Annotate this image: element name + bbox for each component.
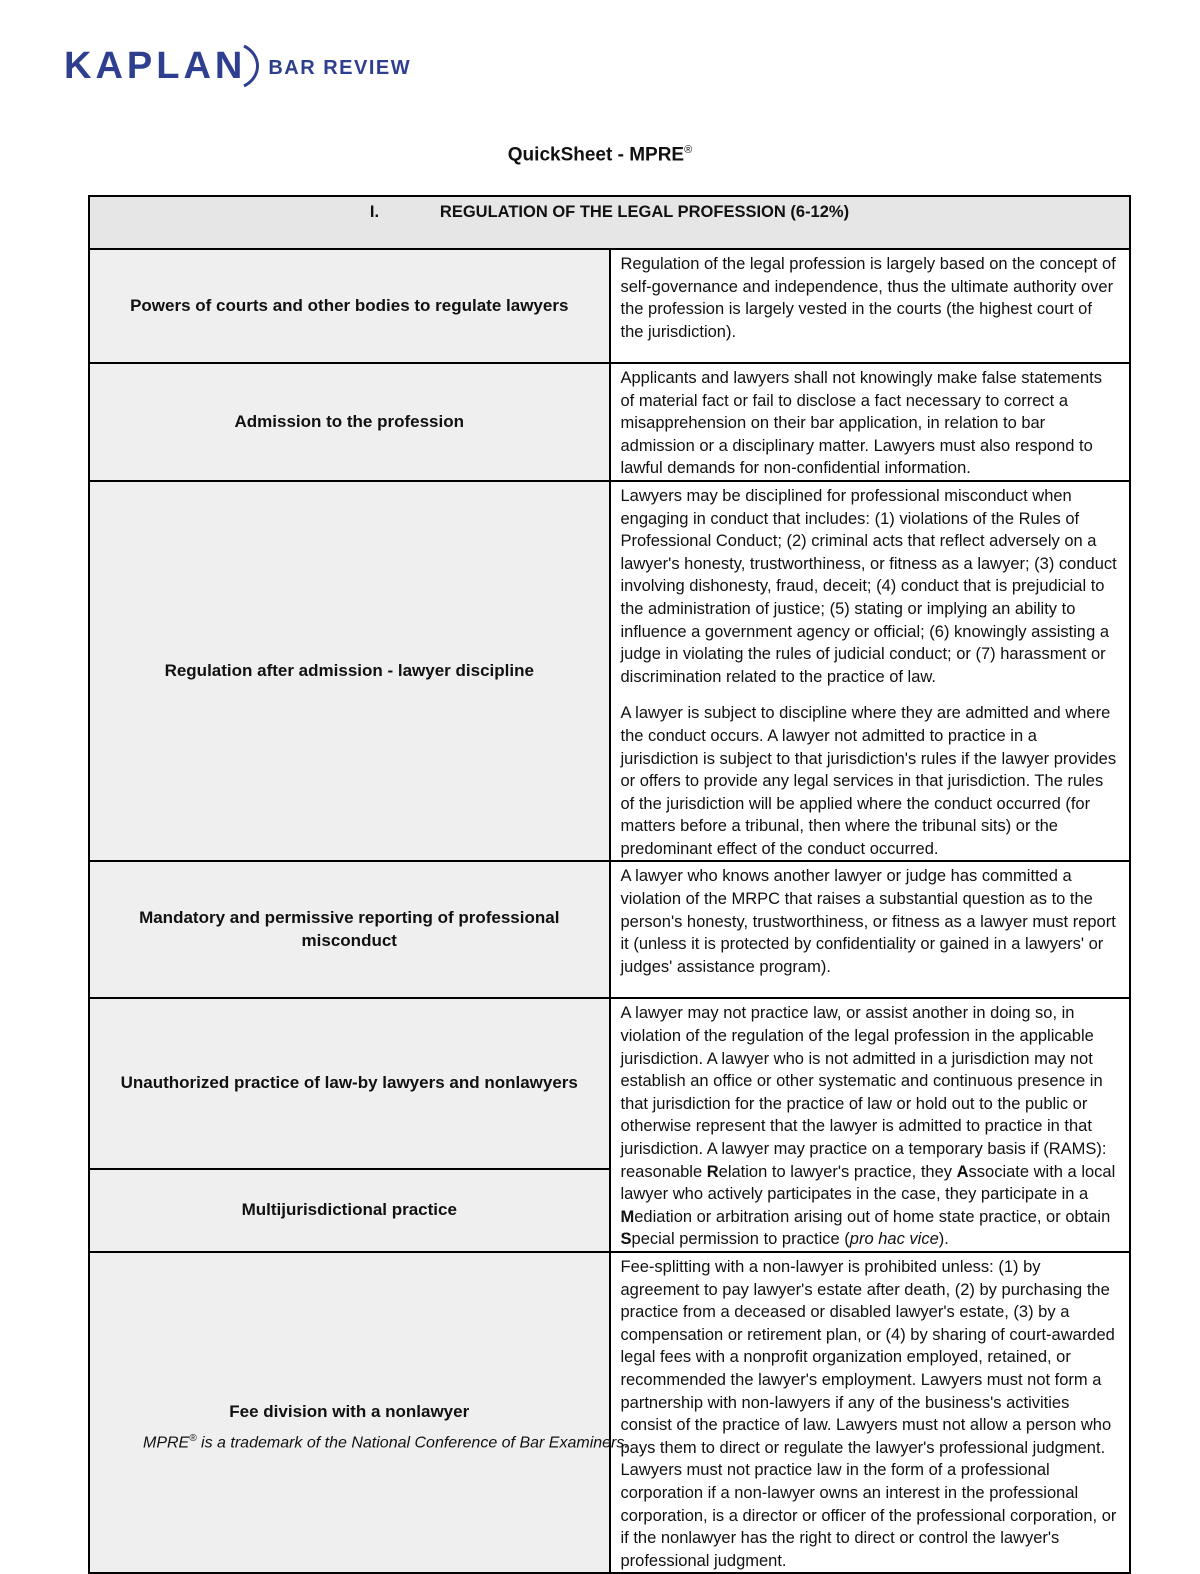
mnemonic-letter: R [706,1162,719,1181]
text-run: ). [938,1230,949,1249]
row-label: Powers of courts and other bodies to regulate lawyers [89,249,610,363]
row-text [610,481,1131,862]
row-text [610,861,1131,998]
row-label: Mandatory and permissive reporting of professional misconduct [89,861,610,998]
logo-subtitle: BAR REVIEW [268,56,412,79]
row-label: Unauthorized practice of law-by lawyers and nonlawyers [89,998,610,1168]
registered-mark: ® [684,144,693,156]
section-title: REGULATION OF THE LEGAL PROFESSION (6-12%) [439,203,850,221]
table-row [89,1252,1130,1573]
italic-term: pro hac vice [849,1230,939,1249]
kaplan-logo [64,36,411,96]
text-run: ediation or arbitration arising out of home state practice, or obtain [634,1207,1111,1226]
row-text [610,1252,1131,1573]
mnemonic-letter: S [620,1230,632,1249]
footnote-mark: ® [189,1433,197,1444]
row-paragraph [621,1002,1120,1251]
quicksheet-table [88,195,1131,1574]
section-header [89,196,1130,249]
row-text [610,998,1131,1252]
table-row [89,861,1130,998]
text-run: pecial permission to practice ( [631,1230,850,1249]
row-label: Multijurisdictional practice [89,1169,610,1252]
footnote-lead: MPRE [143,1434,190,1452]
logo-brand: KAPLAN [64,44,247,87]
row-label: Fee division with a nonlawyer [89,1252,610,1573]
row-paragraph: Lawyers may be disciplined for professional misconduct when engaging in conduct that includes: (1) violations of the Rules of Professional Conduct; (2) criminal acts that reflect adversely on a lawyer's honesty, trustworthiness, or fitness as a lawyer; (3) conduct involving dishonesty, fraud, deceit; (4) conduct that is prejudicial to the administration of justice; (5) stating or implying an ability to influence a government agency or official; (6) knowingly assisting a judge in violating the rules of judicial conduct; or (7) harassment or discrimination related to the practice of law. [620,486,1117,686]
mnemonic-letter: A [956,1162,969,1181]
row-paragraph: A lawyer is subject to discipline where they are admitted and where the conduct occurs. A lawyer not admitted to practice in a jurisdiction is subject to that jurisdiction's rules if the lawyer provides or offers to provide any legal services in that jurisdiction. The rules of the jurisdiction will be applied where the conduct occurred (for matters before a tribunal, then where the tribunal sits) or the predominant effect of the conduct occurred. [620,704,1117,858]
row-label: Regulation after admission - lawyer discipline [89,481,610,862]
page-title [0,144,1200,166]
section-number: I. [369,203,380,221]
row-paragraph: A lawyer who knows another lawyer or judge has committed a violation of the MRPC that raises a substantial question as to the person's honesty, trustworthiness, or fitness as a lawyer must report it (unless it is protected by confidentiality or gained in a lawyers' or judges' assistance program). [620,867,1116,976]
row-text [610,363,1131,481]
table-row [89,249,1130,363]
title-text: QuickSheet - MPRE [507,144,685,166]
mnemonic-letter: M [620,1207,635,1226]
logo-arc-icon [240,43,262,89]
row-paragraph: Fee-splitting with a non-lawyer is prohibited unless: (1) by agreement to pay lawyer's estate after death, (2) by purchasing the practice from a deceased or disabled lawyer's estate, (3) by a compensation or retirement plan, or (4) by sharing of court-awarded legal fees with a nonprofit organization employed, retained, or recommended the lawyer's employment. Lawyers must not form a partnership with non-lawyers if any of the business's activities consist of the practice of law. Lawyers must not allow a person who pays them to direct or regulate the lawyer's professional judgment. Lawyers must not practice law in the form of a professional corporation if a non-lawyer owns an interest in the professional corporation, is a director or officer of the professional corporation, or if the nonlawyer has the right to direct or control the lawyer's professional judgment. [620,1258,1117,1570]
row-paragraph: Applicants and lawyers shall not knowingly make false statements of material fact or fail to disclose a fact necessary to correct a misapprehension on their bar application, in relation to bar admission or a disciplinary matter. Lawyers must also respond to lawful demands for non-confidential information. [620,369,1102,478]
text-run: ssociate with a local lawyer who actively participates in the case, they participate in a [620,1162,1116,1204]
text-run: A lawyer may not practice law, or assist another in doing so, in violation of the regulation of the legal profession in the applicable jurisdiction. A lawyer who is not admitted in a jurisdiction may not establish an office or other systematic and continuous presence in that jurisdiction for the practice of law or hold out to the public or otherwise represent that the lawyer is admitted to practice in that jurisdiction. A lawyer may practice on a temporary basis if (RAMS): reasonable [620,1004,1107,1181]
row-paragraph: Regulation of the legal profession is largely based on the concept of self-governance and independence, thus the ultimate authority over the profession is largely vested in the courts (the highest court of the jurisdiction). [620,255,1116,341]
table-row [89,998,1130,1168]
table-row [89,481,1130,862]
table-row [89,363,1130,481]
row-text [610,249,1131,363]
text-run: elation to lawyer's practice, they [718,1162,957,1181]
row-label: Admission to the profession [89,363,610,481]
section-header-row [89,196,1130,249]
footnote-text: is a trademark of the National Conference of Bar Examiners. [196,1434,629,1452]
footnote [143,1433,629,1452]
